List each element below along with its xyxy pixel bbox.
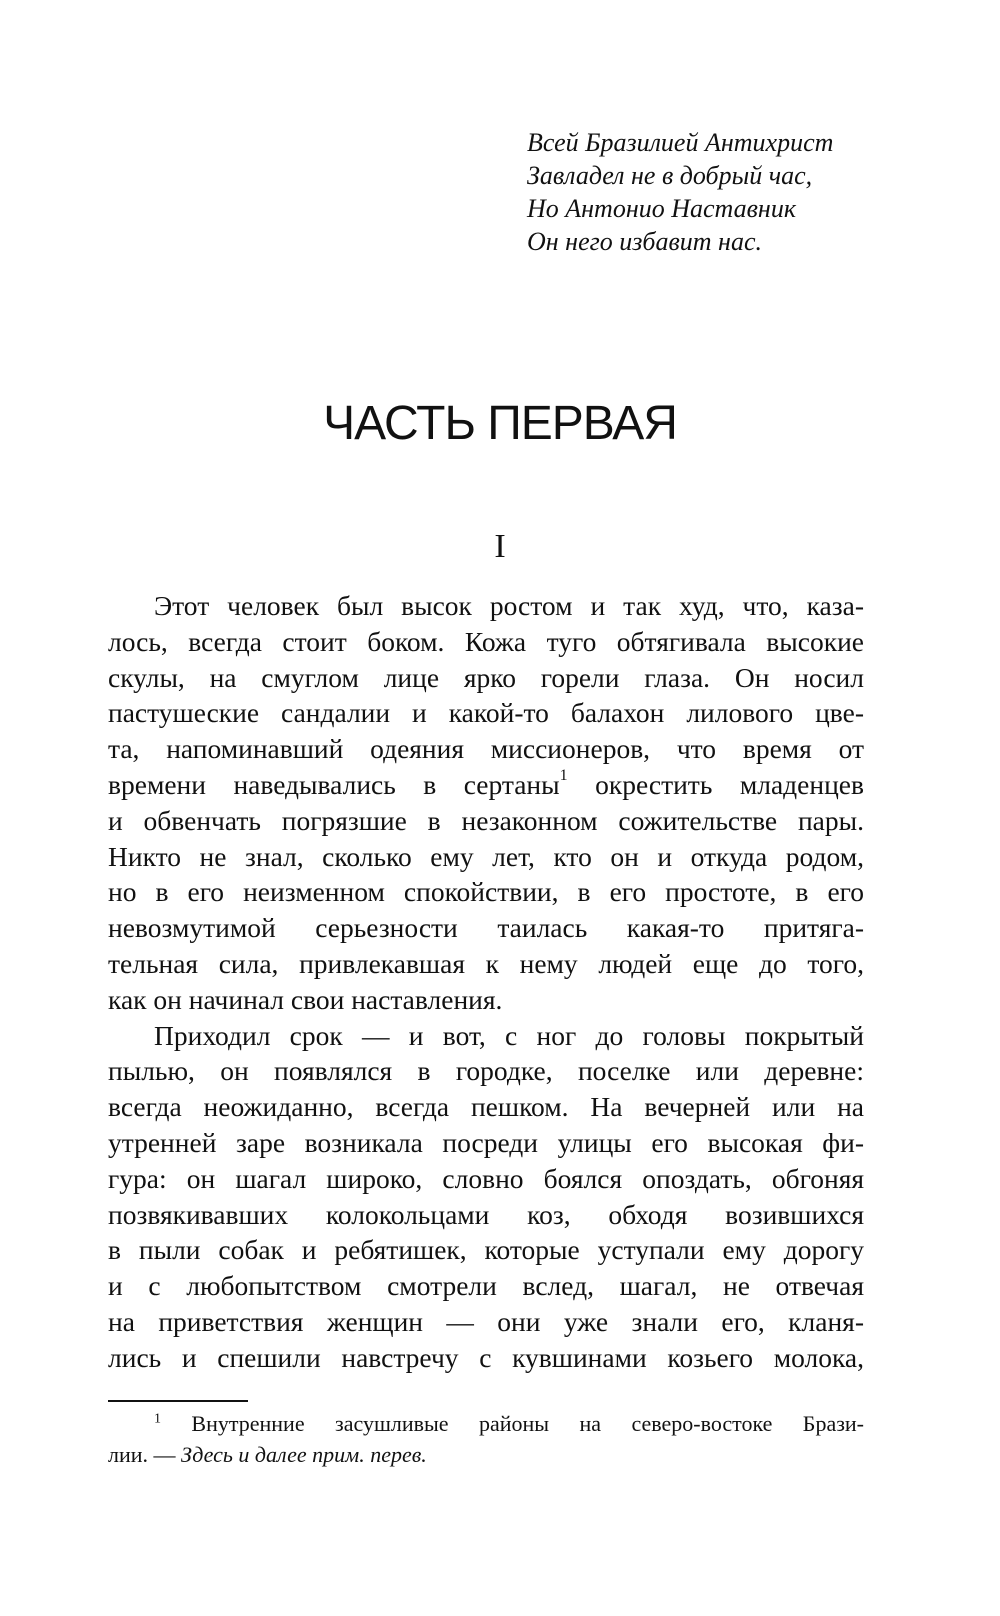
text-line: как он начинал свои наставления.	[108, 983, 503, 1015]
text-line: Приходил срок — и вот, с ног до головы покрытый	[154, 1019, 864, 1051]
text-segment: окрестить младенцев	[567, 768, 864, 800]
text-line: и обвенчать погрязшие в незаконном сожительстве пары.	[108, 804, 864, 836]
text-line: на приветствия женщин — они уже знали его, кланя-	[108, 1305, 864, 1337]
text-line: та, напоминавший одеяния миссионеров, что время от	[108, 733, 864, 765]
text-line: позвякивавших колокольцами коз, обходя возившихся	[108, 1198, 864, 1230]
epigraph	[527, 126, 833, 258]
epigraph-line: Завладел не в добрый час,	[527, 161, 813, 190]
text-line: невозмутимой серьезности таилась какая-то притяга-	[108, 912, 864, 944]
text-line: утренней заре возникала посреди улицы его высокая фи-	[108, 1126, 864, 1158]
text-line: но в его неизменном спокойствии, в его простоте, в его	[108, 876, 864, 908]
text-line: Этот человек был высок ростом и так худ, что, каза-	[154, 590, 864, 621]
text-line: и с любопытством смотрели вслед, шагал, не отвечая	[108, 1270, 864, 1302]
text-line: Никто не знал, сколько ему лет, кто он и откуда родом,	[108, 840, 864, 872]
text-line: скулы, на смуглом лице ярко горели глаза. Он носил	[108, 661, 864, 693]
body-text	[108, 588, 864, 1376]
text-line: пастушеские сандалии и какой-то балахон лилового цве-	[108, 697, 864, 729]
text-line: пылью, он появлялся в городке, поселке или деревне:	[108, 1055, 864, 1087]
footnote-reference[interactable]: 1	[559, 766, 568, 784]
text-line: гура: он шагал широко, словно боялся опоздать, обгоняя	[108, 1162, 864, 1194]
text-segment: лии. —	[108, 1442, 182, 1467]
epigraph-line: Всей Бразилией Антихрист	[527, 128, 834, 157]
text-line: лось, всегда стоит боком. Кожа туго обтягивала высокие	[108, 625, 864, 657]
footnote-line	[108, 1408, 864, 1439]
text-line: тельная сила, привлекавшая к нему людей еще до того,	[108, 947, 864, 979]
footnote-line	[108, 1439, 864, 1470]
text-segment: Внутренние засушливые районы на северо-востоке Брази-	[161, 1411, 864, 1436]
text-line	[108, 767, 864, 803]
text-segment: времени наведывались в сертаны	[108, 768, 560, 800]
part-title: ЧАСТЬ ПЕРВАЯ	[323, 397, 677, 450]
footnote	[108, 1408, 864, 1470]
text-line: лись и спешили навстречу с кувшинами козьего молока,	[108, 1341, 864, 1373]
epigraph-line: Но Антонио Наставник	[527, 194, 796, 223]
footnote-mark: 1	[154, 1411, 161, 1427]
epigraph-line: Он него избавит нас.	[527, 227, 762, 256]
text-line: в пыли собак и ребятишек, которые уступали ему дорогу	[108, 1234, 864, 1266]
footnote-divider	[108, 1400, 248, 1402]
translator-note: Здесь и далее прим. перев.	[181, 1442, 427, 1467]
chapter-number: I	[494, 528, 506, 565]
text-line: всегда неожиданно, всегда пешком. На вечерней или на	[108, 1091, 864, 1123]
